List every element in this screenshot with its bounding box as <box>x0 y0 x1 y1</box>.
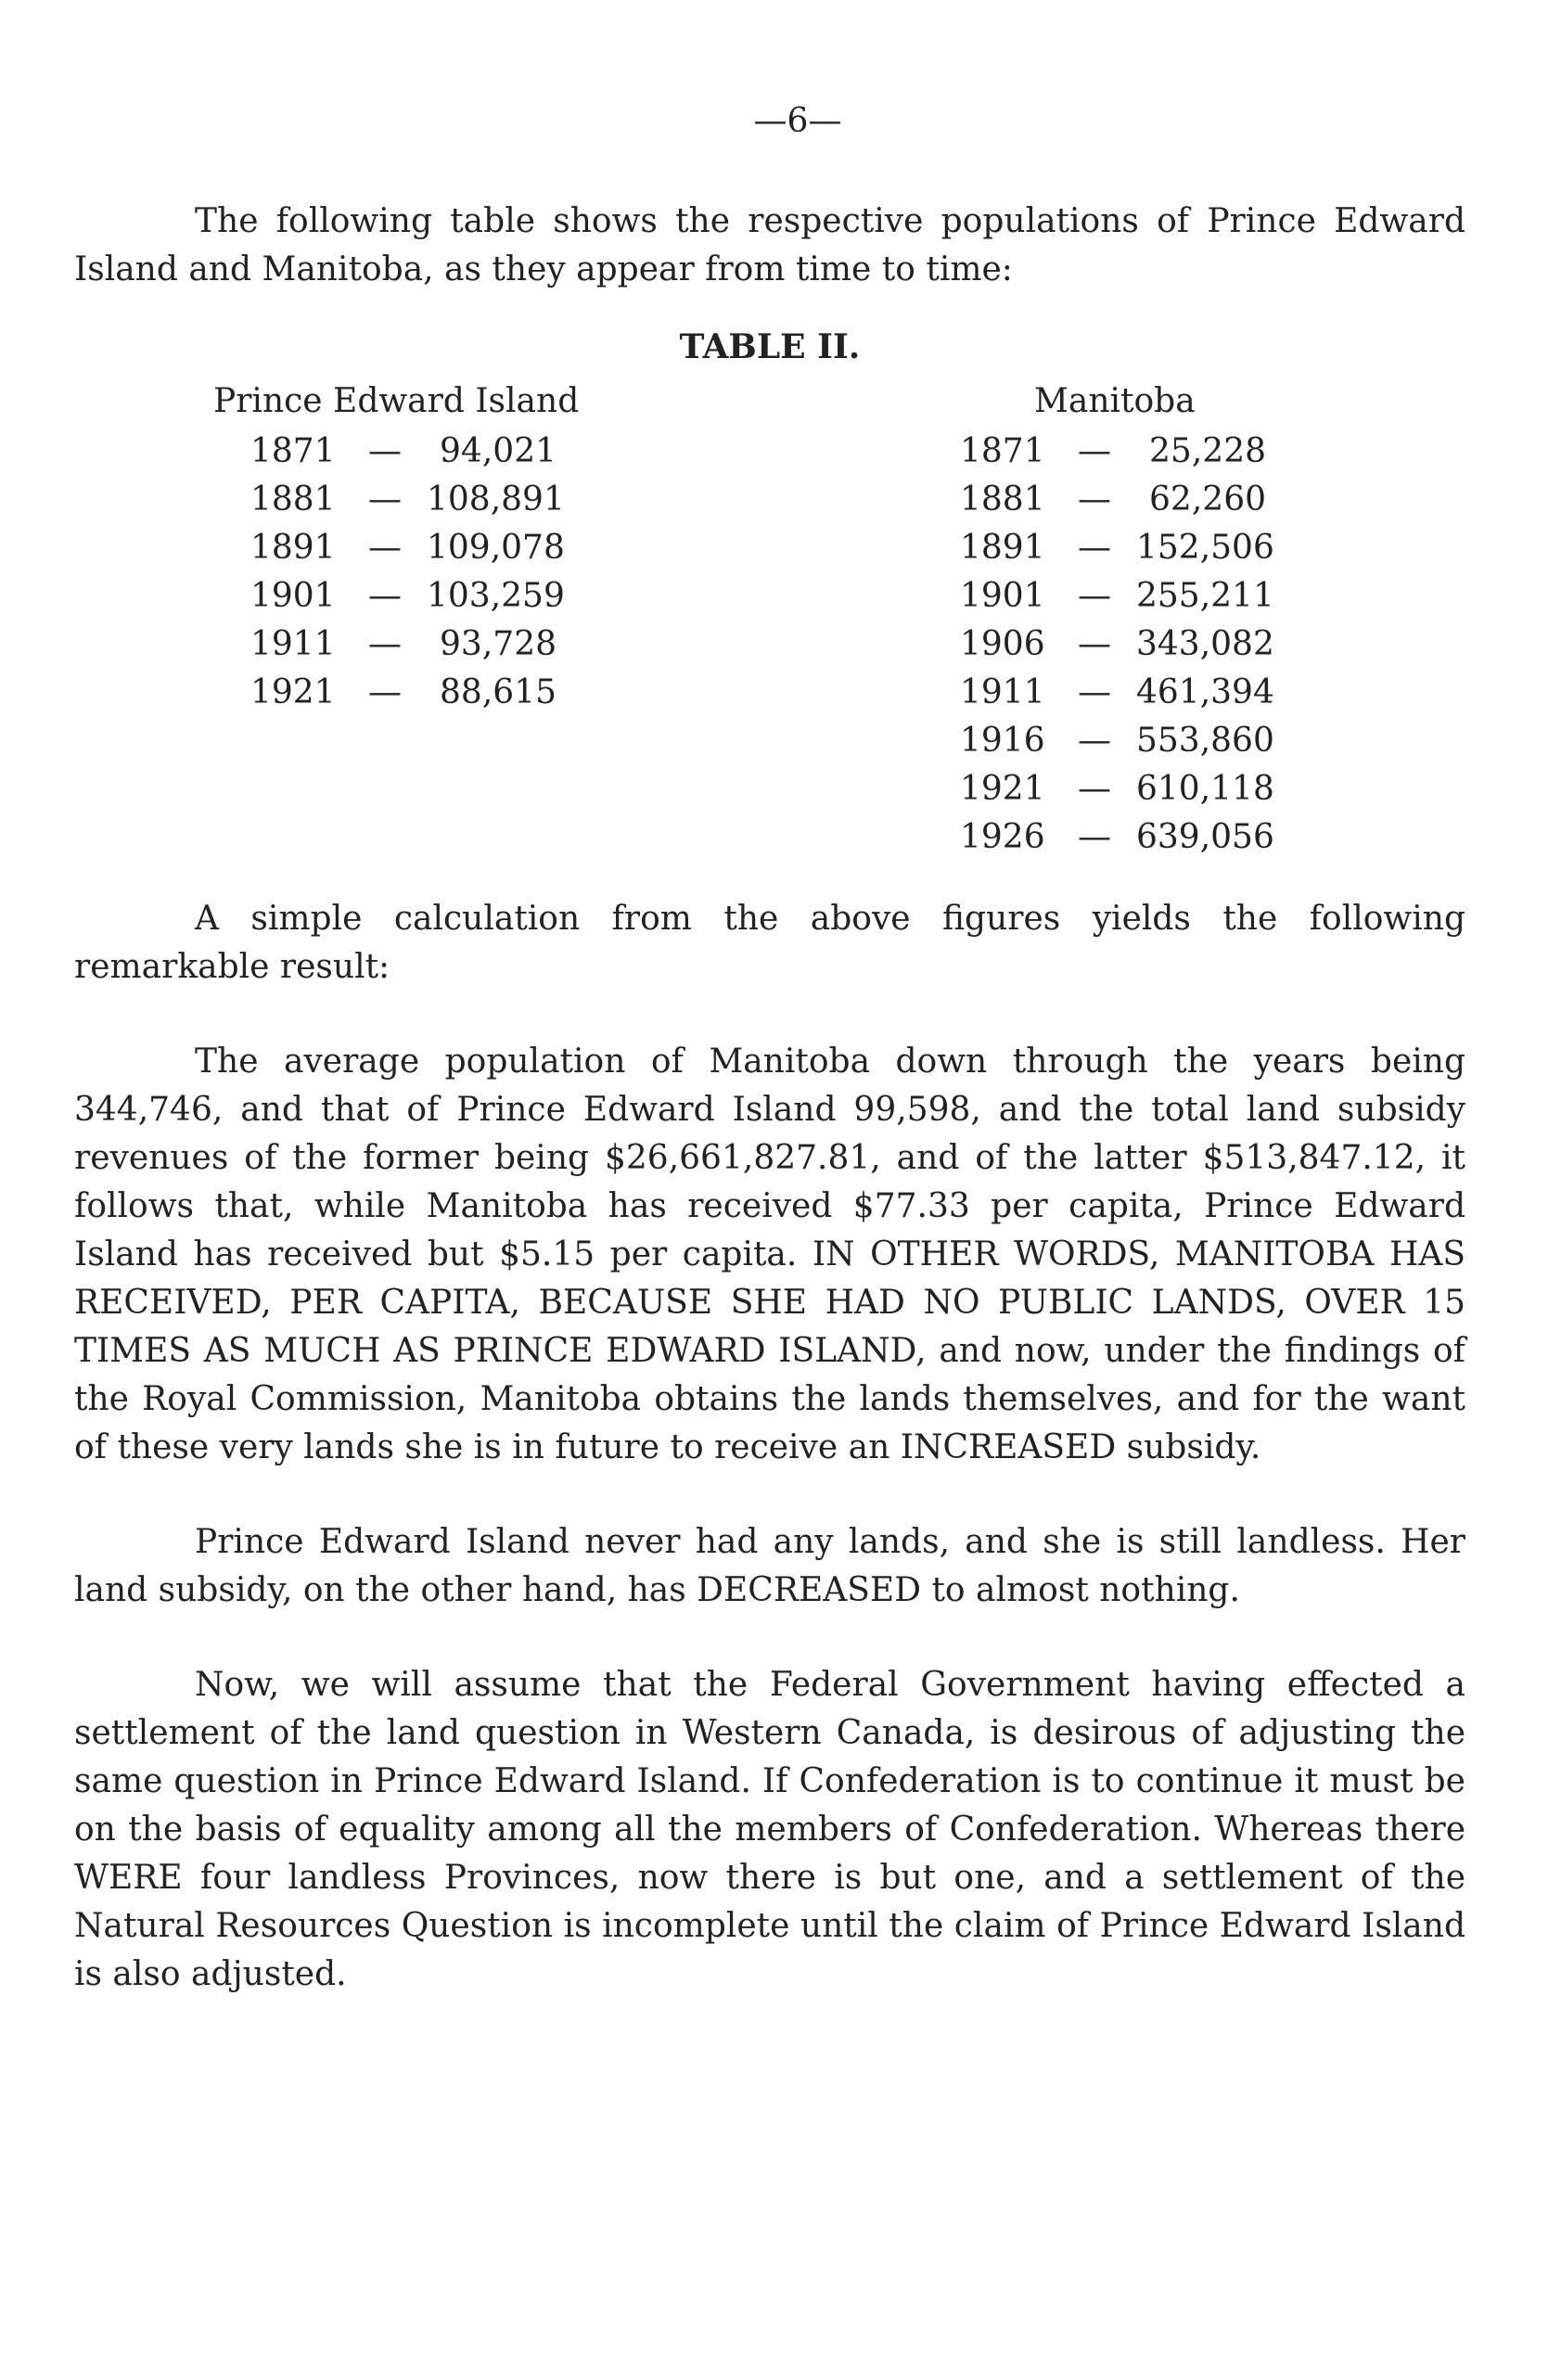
page-number: —6— <box>753 102 842 140</box>
table-row <box>213 669 677 717</box>
table-row <box>213 524 677 572</box>
population-cell: 152,506 <box>1136 529 1274 567</box>
year-cell: 1911 <box>960 673 1045 711</box>
year-cell: 1891 <box>960 529 1045 567</box>
year-cell: 1921 <box>960 770 1045 808</box>
population-cell: 88,615 <box>440 673 557 711</box>
landless-paragraph: Prince Edward Island never had any lands, and she is still landless. Her land subsidy, on the other hand, has DECREASED to almost nothing. <box>74 1523 1465 1609</box>
year-cell: 1921 <box>250 673 336 711</box>
dash-separator: — <box>368 577 402 615</box>
dash-separator: — <box>1078 625 1111 663</box>
dash-separator: — <box>368 625 402 663</box>
population-cell: 255,211 <box>1136 577 1274 615</box>
population-cell: 103,259 <box>427 577 565 615</box>
population-cell: 94,021 <box>440 432 557 470</box>
year-cell: 1901 <box>960 577 1045 615</box>
table-title: TABLE II. <box>679 327 861 366</box>
population-cell: 25,228 <box>1149 432 1266 470</box>
settlement-paragraph: Now, we will assume that the Federal Government having effected a settlement of the land question in Western Canada, is desirous of adjusting the same question in Prince Edward Island. If Confederation is to continue it must be on the basis of equality among all the members of Confederation. Whereas there WERE four landless Provinces, now there is but one, and a settlement of the Natural Resources Question is incomplete until the claim of Prince Edward Island is also adjusted. <box>74 1666 1465 1993</box>
table-row <box>960 669 1387 717</box>
dash-separator: — <box>368 673 402 711</box>
year-cell: 1911 <box>250 625 336 663</box>
year-cell: 1881 <box>960 480 1045 518</box>
population-cell: 108,891 <box>427 480 565 518</box>
table-row <box>960 621 1387 669</box>
table-row <box>960 524 1387 572</box>
dash-separator: — <box>1078 529 1111 567</box>
population-cell: 553,860 <box>1136 722 1274 760</box>
intro-paragraph: The following table shows the respective populations of Prince Edward Island and Manitoba, as they appear from time to time: <box>74 202 1465 288</box>
year-cell: 1916 <box>960 722 1045 760</box>
manitoba-population-column <box>960 376 1387 862</box>
population-cell: 639,056 <box>1136 818 1274 856</box>
table-row <box>960 813 1387 862</box>
population-cell: 109,078 <box>427 529 565 567</box>
year-cell: 1871 <box>960 432 1045 470</box>
population-cell: 62,260 <box>1149 480 1266 518</box>
population-cell: 610,118 <box>1136 770 1274 808</box>
dash-separator: — <box>1078 577 1111 615</box>
table-row <box>960 428 1387 476</box>
dash-separator: — <box>368 529 402 567</box>
year-cell: 1906 <box>960 625 1045 663</box>
dash-separator: — <box>1078 432 1111 470</box>
table-row <box>213 621 677 669</box>
average-population-paragraph: The average population of Manitoba down through the years being 344,746, and that of Prince Edward Island 99,598, and the total land subsidy revenues of the former being $26,661,827.81, and of the latter $513,847.12, it follows that, while Manitoba has received $77.33 per capita, Prince Edward Island has received but $5.15 per capita. IN OTHER WORDS, MANITOBA HAS RECEIVED, PER CAPITA, BECAUSE SHE HAD NO PUBLIC LANDS, OVER 15 TIMES AS MUCH AS PRINCE EDWARD ISLAND, and now, under the findings of the Royal Commission, Manitoba obtains the lands themselves, and for the want of these very lands she is in future to receive an INCREASED subsidy. <box>74 1043 1465 1466</box>
population-cell: 93,728 <box>440 625 557 663</box>
pei-rows <box>213 428 677 717</box>
table-row <box>960 765 1387 813</box>
pei-heading: Prince Edward Island <box>213 382 580 420</box>
population-table <box>74 376 1465 877</box>
dash-separator: — <box>1078 673 1111 711</box>
population-cell: 461,394 <box>1136 673 1274 711</box>
page <box>74 102 1465 2045</box>
dash-separator: — <box>368 432 402 470</box>
table-row <box>213 428 677 476</box>
manitoba-heading: Manitoba <box>1034 382 1196 420</box>
dash-separator: — <box>1078 722 1111 760</box>
manitoba-rows <box>960 428 1387 862</box>
population-cell: 343,082 <box>1136 625 1274 663</box>
table-row <box>213 572 677 621</box>
year-cell: 1926 <box>960 818 1045 856</box>
table-row <box>213 476 677 524</box>
table-row <box>960 476 1387 524</box>
calculation-paragraph: A simple calculation from the above figures yields the following remarkable result: <box>74 900 1465 986</box>
year-cell: 1901 <box>250 577 336 615</box>
year-cell: 1881 <box>250 480 336 518</box>
dash-separator: — <box>368 480 402 518</box>
year-cell: 1891 <box>250 529 336 567</box>
dash-separator: — <box>1078 480 1111 518</box>
dash-separator: — <box>1078 770 1111 808</box>
table-row <box>960 717 1387 765</box>
year-cell: 1871 <box>250 432 336 470</box>
table-row <box>960 572 1387 621</box>
dash-separator: — <box>1078 818 1111 856</box>
pei-population-column <box>213 376 677 717</box>
